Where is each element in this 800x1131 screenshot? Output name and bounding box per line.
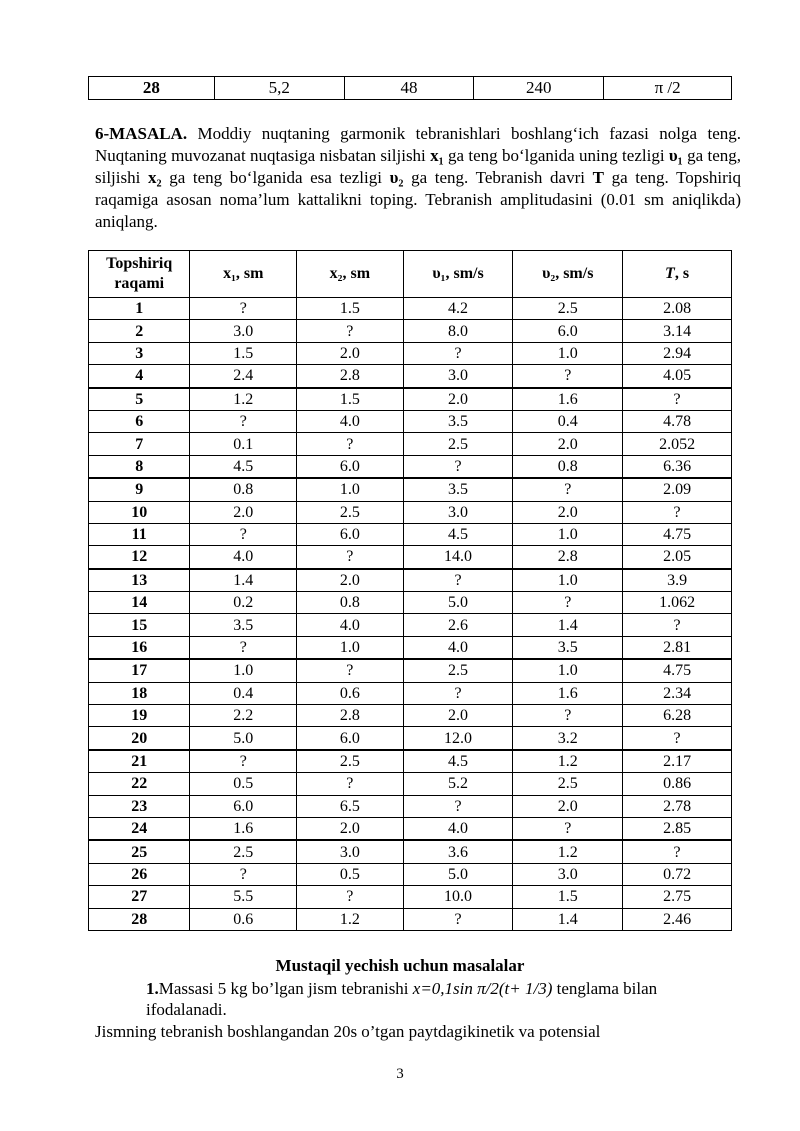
table-cell: 4.0 [403,817,513,840]
table-cell: 4.5 [403,523,513,545]
table-cell: ? [623,840,732,863]
table-cell: 6.0 [297,523,404,545]
table-cell: 2.09 [623,478,732,501]
table-cell: 6.0 [297,727,404,750]
table-row [89,817,732,840]
task-number-cell: 17 [89,659,190,682]
table-row [89,795,732,817]
table-row [89,908,732,930]
header-text: Topshiriq [106,255,173,272]
table-cell: 3.5 [190,614,297,636]
task-number-cell: 11 [89,523,190,545]
table-cell: ? [297,886,404,908]
table-cell: 1.0 [513,342,623,364]
symbol-v2: υ₂ [389,168,404,187]
table-cell: 3.0 [403,365,513,388]
table-row [89,523,732,545]
table-row [89,342,732,364]
table-cell: ? [297,773,404,795]
task-number-cell: 2 [89,320,190,342]
table-cell: 5.0 [403,863,513,885]
table-cell: 4.75 [623,523,732,545]
task-number-cell: 20 [89,727,190,750]
table-cell: 2.0 [190,501,297,523]
section-title: Mustaqil yechish uchun masalalar [275,956,525,975]
table-cell: ? [190,410,297,432]
table-cell: 1.2 [190,388,297,411]
table-cell: ? [190,298,297,320]
table-cell: 4.5 [190,455,297,478]
header-x2: x₂, sm [297,251,404,298]
task-number-cell: 18 [89,682,190,704]
table-cell: ? [513,817,623,840]
table-row [89,886,732,908]
table-cell: ? [403,342,513,364]
table-cell: 1.4 [190,569,297,592]
table-cell: ? [403,455,513,478]
table-cell: 6.0 [297,455,404,478]
table-cell: 4.0 [297,410,404,432]
table-cell: ? [623,727,732,750]
table-cell: 2.0 [297,817,404,840]
table-cell: 6.36 [623,455,732,478]
table-row [89,592,732,614]
table-row [89,298,732,320]
text: Massasi 5 kg bo’lgan jism tebranishi [158,979,413,998]
task6-title: 6-MASALA. [95,124,188,143]
task-number-cell: 26 [89,863,190,885]
task-number-cell: 12 [89,546,190,569]
table-cell: 2.8 [297,365,404,388]
text: tenglama bilan [552,979,658,998]
header-x1: x₁, sm [190,251,297,298]
table-cell: 8.0 [403,320,513,342]
table-row [89,773,732,795]
table-cell: 1.0 [513,659,623,682]
table-cell: 1.2 [513,840,623,863]
table-cell: 2.5 [513,773,623,795]
table-cell: ? [190,523,297,545]
text: ga teng bo‘lganida esa tezligi [161,168,390,187]
table-cell: 5.0 [403,592,513,614]
table-cell: ? [403,569,513,592]
table-cell: 2.2 [190,705,297,727]
table-cell: 0.6 [190,908,297,930]
task-number-cell: 21 [89,750,190,773]
task-number-cell: 9 [89,478,190,501]
text: ga teng, siljishi [95,146,741,187]
task-number-cell: 13 [89,569,190,592]
text: Moddiy nuqtaning garmonik tebranishlari boshlang‘ich fazasi nolga teng. Nuqtaning muvozanat nuqtasiga nisbatan siljishi [95,124,741,165]
page-number: 3 [396,1066,404,1082]
task-number-cell: 5 [89,388,190,411]
header-v2: υ₂, sm/s [513,251,623,298]
header-v1: υ₁, sm/s [403,251,513,298]
text: ga teng. Tebranish davri [403,168,593,187]
table-cell: 3.9 [623,569,732,592]
problem-1 [146,978,746,1000]
table-cell: 2.78 [623,795,732,817]
table-cell: 3.2 [513,727,623,750]
table-cell: 0.8 [190,478,297,501]
table-row [89,478,732,501]
table-cell: 3.0 [513,863,623,885]
table-cell: 2.4 [190,365,297,388]
table-cell: ? [190,750,297,773]
header-period [623,251,732,298]
table-cell: ? [190,863,297,885]
table-cell: ? [297,320,404,342]
header-text: , s [674,265,690,282]
task-number-cell: 19 [89,705,190,727]
table-cell: 2.0 [403,388,513,411]
text: ga teng. Topshiriq raqamiga asosan noma’lum kattalikni toping. Tebranish amplitudasini (0.01 sm aniqlikda) aniqlang. [95,168,741,231]
table-cell: 0.86 [623,773,732,795]
table-cell: 2.8 [513,546,623,569]
table-row [89,705,732,727]
table-cell: 1.2 [297,908,404,930]
table-row [89,388,732,411]
table-cell: 2.6 [403,614,513,636]
table-cell: 6.0 [513,320,623,342]
table-cell: 1.5 [297,388,404,411]
table-cell: 2.0 [513,501,623,523]
table-cell: 5.2 [403,773,513,795]
table-cell: 0.5 [190,773,297,795]
table-cell: 2.34 [623,682,732,704]
task6-description [95,123,741,233]
table-cell: 3.0 [297,840,404,863]
table-row [89,433,732,455]
table-cell: 2.05 [623,546,732,569]
previous-task-table-last-row [88,76,732,100]
table-cell: 1.5 [190,342,297,364]
problem-1-continuation: ifodalanadi. [146,1000,227,1019]
symbol-T: T [592,168,604,187]
table-cell: 3.5 [403,478,513,501]
table-cell: 2.5 [297,501,404,523]
table-cell: 1.0 [297,636,404,659]
table-cell: 2.5 [513,298,623,320]
table-cell: 2.5 [403,659,513,682]
table-cell: π /2 [604,77,732,100]
table-cell: 2.8 [297,705,404,727]
table-row [89,546,732,569]
table-cell: 0.8 [297,592,404,614]
table-row [89,365,732,388]
table-row [89,455,732,478]
table-row [89,569,732,592]
table-cell: 2.0 [513,433,623,455]
task-number-cell: 16 [89,636,190,659]
table-cell: 12.0 [403,727,513,750]
table-cell: 2.5 [297,750,404,773]
table-cell: 2.17 [623,750,732,773]
table-cell: 1.4 [513,908,623,930]
table-cell: ? [403,908,513,930]
table-cell: 1.062 [623,592,732,614]
table-cell: 2.0 [513,795,623,817]
table-row [89,77,732,100]
table-cell: 3.14 [623,320,732,342]
table-cell: 1.0 [297,478,404,501]
task-number-cell: 27 [89,886,190,908]
table-cell: 0.2 [190,592,297,614]
table-cell: 1.5 [513,886,623,908]
table-cell: ? [623,501,732,523]
table-cell: 1.6 [513,682,623,704]
table-cell: 1.0 [513,523,623,545]
table-row [89,636,732,659]
table-cell: 2.5 [190,840,297,863]
task6-data-table [88,250,732,931]
table-cell: 5.5 [190,886,297,908]
table-cell: 2.81 [623,636,732,659]
table-cell: 2.5 [403,433,513,455]
table-cell: 0.72 [623,863,732,885]
table-row [89,320,732,342]
table-row [89,840,732,863]
table-cell: ? [403,795,513,817]
table-cell: 2.08 [623,298,732,320]
table-cell: 2.46 [623,908,732,930]
table-cell: 4.5 [403,750,513,773]
table-cell: 0.4 [513,410,623,432]
table-cell: 3.5 [403,410,513,432]
table-cell: 1.6 [190,817,297,840]
table-cell: 2.0 [297,342,404,364]
table-cell: ? [513,592,623,614]
table-cell: 2.75 [623,886,732,908]
table-cell: 6.0 [190,795,297,817]
table-cell: 1.0 [513,569,623,592]
table-row [89,863,732,885]
task-number-cell: 14 [89,592,190,614]
table-cell: 2.0 [297,569,404,592]
table-cell: 1.4 [513,614,623,636]
task-number-cell: 4 [89,365,190,388]
table-cell: 0.6 [297,682,404,704]
text: ga teng bo‘lganida uning tezligi [443,146,669,165]
problem-2-text: Jismning tebranish boshlangandan 20s o’tgan paytdagikinetik va potensial [95,1022,601,1041]
table-cell: ? [623,614,732,636]
task-number-cell: 6 [89,410,190,432]
task-number-cell: 25 [89,840,190,863]
table-cell: 5,2 [214,77,344,100]
table-cell: 0.8 [513,455,623,478]
task-number-cell: 7 [89,433,190,455]
table-cell: 240 [474,77,604,100]
table-cell: ? [623,388,732,411]
table-cell: 14.0 [403,546,513,569]
symbol-v1: υ₁ [668,146,683,165]
table-row [89,614,732,636]
table-cell: 0.1 [190,433,297,455]
table-cell: ? [403,682,513,704]
task-number-cell: 23 [89,795,190,817]
formula: x=0,1sin π/2(t+ 1/3) [412,979,553,998]
table-cell: 4.0 [403,636,513,659]
table-cell: ? [297,659,404,682]
table-cell: 3.0 [403,501,513,523]
table-cell: 4.0 [297,614,404,636]
table-row [89,727,732,750]
table-cell: 4.78 [623,410,732,432]
problem-number: 1. [146,979,159,998]
table-cell: 3.5 [513,636,623,659]
table-cell: 5.0 [190,727,297,750]
table-cell: 3.0 [190,320,297,342]
table-cell: 48 [344,77,474,100]
header-text: T [665,265,675,282]
table-cell: 2.85 [623,817,732,840]
table-row [89,750,732,773]
task-number-cell: 3 [89,342,190,364]
header-text: raqami [114,275,165,292]
header-task-number [89,251,190,298]
table-cell: 0.4 [190,682,297,704]
table-row [89,682,732,704]
table-cell: 1.0 [190,659,297,682]
table-cell: 2.0 [403,705,513,727]
table-cell: 2.94 [623,342,732,364]
table-cell: 4.2 [403,298,513,320]
table-cell: 10.0 [403,886,513,908]
table-cell: 2.052 [623,433,732,455]
table-cell: 1.5 [297,298,404,320]
table-row [89,410,732,432]
table-row [89,659,732,682]
task-number-cell: 24 [89,817,190,840]
table-cell: 3.6 [403,840,513,863]
table-cell: 0.5 [297,863,404,885]
table-cell: 28 [89,77,215,100]
table-cell: 1.2 [513,750,623,773]
table-cell: ? [513,478,623,501]
table-cell: ? [297,546,404,569]
task-number-cell: 10 [89,501,190,523]
table-cell: ? [190,636,297,659]
table-header-row [89,251,732,298]
symbol-x2: x₂ [147,168,162,187]
task-number-cell: 22 [89,773,190,795]
table-cell: ? [513,705,623,727]
table-cell: 6.5 [297,795,404,817]
table-cell: 1.6 [513,388,623,411]
task-number-cell: 28 [89,908,190,930]
table-cell: ? [297,433,404,455]
table-cell: 6.28 [623,705,732,727]
table-row [89,501,732,523]
task-number-cell: 1 [89,298,190,320]
table-cell: 4.75 [623,659,732,682]
table-cell: ? [513,365,623,388]
task-number-cell: 15 [89,614,190,636]
symbol-x1: x₁ [430,146,444,165]
table-cell: 4.05 [623,365,732,388]
task-number-cell: 8 [89,455,190,478]
table-cell: 4.0 [190,546,297,569]
